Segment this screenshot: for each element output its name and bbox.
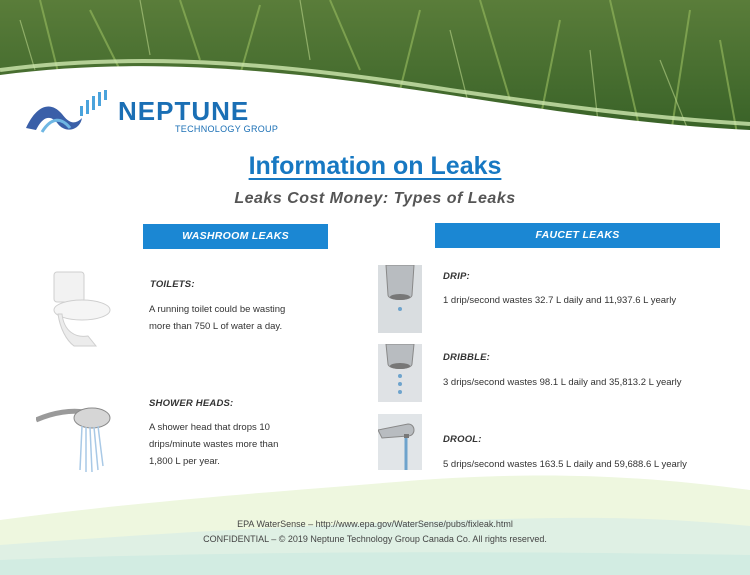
shower-heads-heading: SHOWER HEADS: [149,398,234,409]
dribble-heading: DRIBBLE: [443,352,490,363]
footer-copyright: CONFIDENTIAL – © 2019 Neptune Technology Group Canada Co. All rights reserved. [203,534,547,544]
dribble-faucet-icon [378,344,422,402]
footer-source: EPA WaterSense – http://www.epa.gov/WaterSense/pubs/fixleak.html [237,519,513,529]
logo-wordmark: NEPTUNE [118,96,250,126]
drool-heading: DROOL: [443,434,482,445]
drip-text: 1 drip/second wastes 32.7 L daily and 11,937.6 L yearly [443,295,677,306]
page-subtitle: Leaks Cost Money: Types of Leaks [234,190,516,207]
shower-text-line-2: drips/minute wastes more than [149,439,279,450]
footer-wave-decoration [0,460,750,575]
faucet-leaks-header: FAUCET LEAKS [435,223,720,248]
drip-heading: DRIP: [443,271,470,282]
drip-faucet-icon [378,265,422,333]
shower-text-line-1: A shower head that drops 10 [149,422,270,433]
page-title: Information on Leaks [248,152,502,180]
toilets-text-line-2: more than 750 L of water a day. [149,321,283,332]
toilet-icon [40,266,120,351]
washroom-leaks-header: WASHROOM LEAKS [143,224,328,249]
toilets-heading: TOILETS: [150,279,195,290]
dribble-text: 3 drips/second wastes 98.1 L daily and 35,813.2 L yearly [443,377,682,388]
shower-text-line-3: 1,800 L per year. [149,456,220,467]
toilets-text-line-1: A running toilet could be wasting [149,304,286,315]
logo-subtitle: TECHNOLOGY GROUP [175,124,279,134]
header-foliage-banner [0,0,750,170]
drool-text: 5 drips/second wastes 163.5 L daily and 59,688.6 L yearly [443,459,687,470]
